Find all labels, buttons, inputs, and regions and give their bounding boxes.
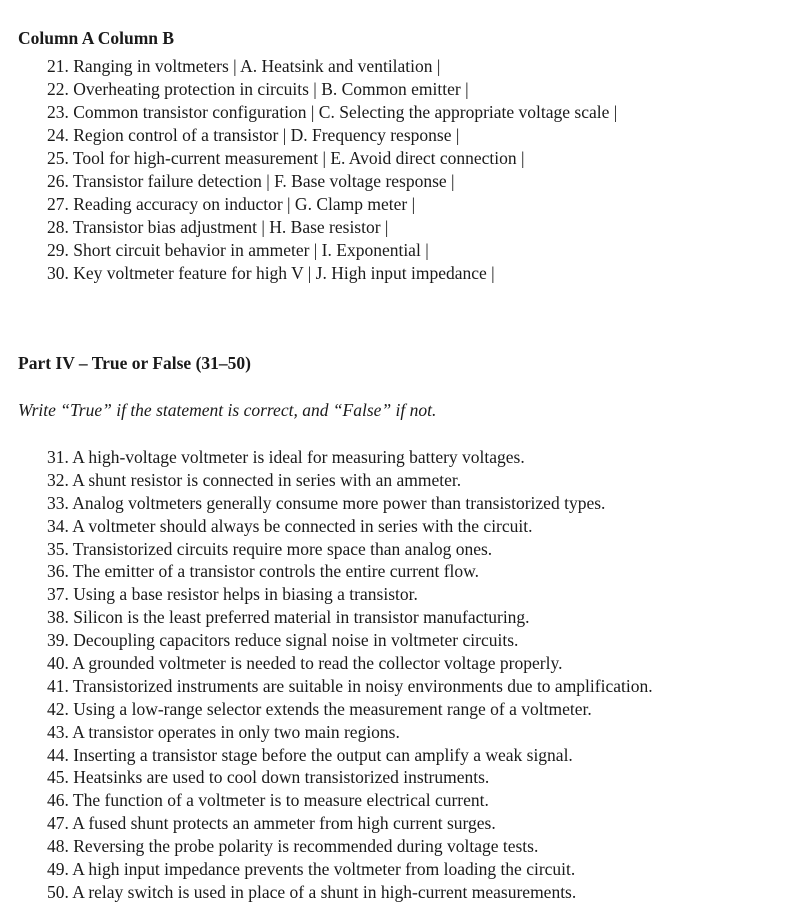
- true-false-item: 31. A high-voltage voltmeter is ideal for measuring battery voltages.: [47, 447, 525, 467]
- part-iv-title: Part IV – True or False (31–50): [18, 353, 251, 373]
- true-false-item: 34. A voltmeter should always be connected in series with the circuit.: [47, 515, 533, 536]
- true-false-item: 38. Silicon is the least preferred material in transistor manufacturing.: [47, 607, 530, 628]
- true-false-item: 32. A shunt resistor is connected in series with an ammeter.: [47, 469, 462, 490]
- matching-item: 21. Ranging in voltmeters | A. Heatsink and ventilation |: [47, 56, 441, 76]
- matching-item: 29. Short circuit behavior in ammeter | I. Exponential |: [47, 240, 429, 260]
- matching-item: 24. Region control of a transistor | D. Frequency response |: [47, 125, 460, 145]
- true-false-item: 33. Analog voltmeters generally consume more power than transistorized types.: [47, 492, 606, 513]
- matching-column-header: Column A Column B: [18, 28, 175, 48]
- true-false-item: 50. A relay switch is used in place of a shunt in high-current measurements.: [47, 881, 577, 902]
- matching-item: 22. Overheating protection in circuits | B. Common emitter |: [47, 79, 469, 99]
- true-false-item: 35. Transistorized circuits require more space than analog ones.: [47, 538, 493, 559]
- matching-item: 30. Key voltmeter feature for high V | J. High input impedance |: [47, 263, 495, 283]
- true-false-item: 37. Using a base resistor helps in biasing a transistor.: [47, 584, 418, 605]
- matching-item: 27. Reading accuracy on inductor | G. Clamp meter |: [47, 194, 416, 214]
- true-false-item: 47. A fused shunt protects an ammeter from high current surges.: [47, 813, 496, 834]
- matching-list: [47, 55, 617, 285]
- true-false-item: 44. Inserting a transistor stage before the output can amplify a weak signal.: [47, 744, 573, 765]
- true-false-item: 49. A high input impedance prevents the voltmeter from loading the circuit.: [47, 859, 576, 880]
- matching-item: 28. Transistor bias adjustment | H. Base resistor |: [47, 217, 389, 237]
- true-false-item: 41. Transistorized instruments are suitable in noisy environments due to amplification.: [47, 675, 653, 696]
- true-false-item: 45. Heatsinks are used to cool down transistorized instruments.: [47, 767, 490, 788]
- matching-item: 26. Transistor failure detection | F. Base voltage response |: [47, 171, 455, 191]
- matching-item: 23. Common transistor configuration | C. Selecting the appropriate voltage scale |: [47, 102, 618, 122]
- true-false-list: [47, 446, 653, 904]
- true-false-item: 48. Reversing the probe polarity is recommended during voltage tests.: [47, 836, 539, 857]
- true-false-item: 46. The function of a voltmeter is to measure electrical current.: [47, 790, 489, 811]
- true-false-item: 40. A grounded voltmeter is needed to read the collector voltage properly.: [47, 653, 563, 674]
- instructions: Write “True” if the statement is correct, and “False” if not.: [18, 400, 437, 420]
- true-false-item: 39. Decoupling capacitors reduce signal noise in voltmeter circuits.: [47, 630, 519, 651]
- true-false-item: 36. The emitter of a transistor controls the entire current flow.: [47, 561, 480, 582]
- matching-item: 25. Tool for high-current measurement | E. Avoid direct connection |: [47, 148, 525, 168]
- true-false-item: 42. Using a low-range selector extends the measurement range of a voltmeter.: [47, 698, 592, 719]
- true-false-item: 43. A transistor operates in only two main regions.: [47, 721, 400, 742]
